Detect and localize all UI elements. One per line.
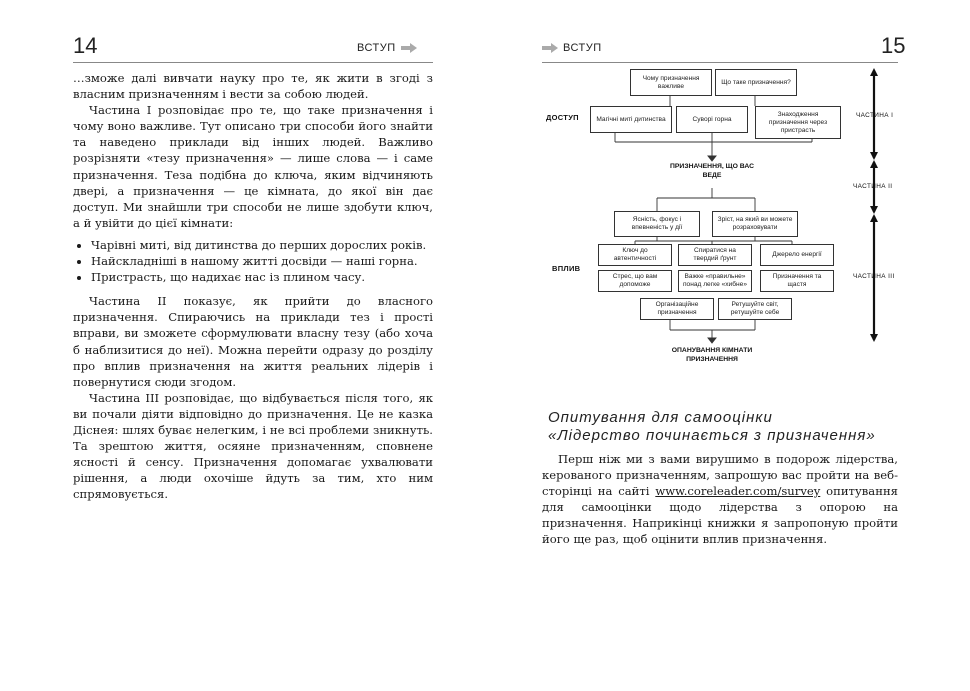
survey-text-after-link: опитування для самооцінки щодо лідерства з опорою на призначення. Наприкінці книжки я запропоную пройти його ще раз, щоб оцінити вплив призначення.: [542, 484, 898, 547]
box-helpful-stress: Стрес, що вам допоможе: [598, 270, 672, 292]
left-paragraph-3: Частина II показує, як прийти до власного призначення. Спираючись на приклади тез і прості вправи, ви зможете сформулювати власну тезу (або хоча б наблизитися до неї). Можна перейти одразу до розділу про вплив призначення на життя реальних лідерів і повернутися сюди згодом.: [73, 294, 433, 389]
purpose-access-list: [73, 237, 433, 285]
node-mastering-purpose-room: ОПАНУВАННЯ КІМНАТИ ПРИЗНАЧЕННЯ: [671, 347, 753, 363]
left-body-text: [73, 70, 433, 502]
list-item: • Пристрасть, що надихає нас із плином часу.: [91, 269, 433, 285]
survey-paragraph: [542, 451, 898, 548]
box-growth: Зріст, на який ви можете розраховувати: [712, 211, 798, 237]
box-retouch-world: Ретушуйте світ, ретушуйте себе: [718, 298, 792, 320]
left-paragraph-4: Частина III розповідає, що відбувається після того, як ви почали діяти відповідно до призначення. Це не казка Діснея: шлях буває нелегким, і не всі проблеми зникнуть. Та зрештою життя, осяяне призначенням, сповнене ясності й сенсу. Призначення допомагає ухвалювати рішення, а люди охочіше йдуть за тим, хто ним спрямовується.: [73, 390, 433, 502]
list-item: • Чарівні миті, від дитинства до перших дорослих років.: [91, 237, 433, 253]
arrow-right-icon: [401, 43, 417, 53]
box-what-is-purpose: Що таке призначення?: [715, 69, 797, 96]
header-rule-left: [73, 62, 433, 63]
running-head-right-label: ВСТУП: [563, 42, 602, 54]
survey-body-text: [542, 451, 898, 548]
box-hard-right: Важке «правильне» понад легке «хибне»: [678, 270, 752, 292]
box-clarity-focus: Ясність, фокус і впевненість у дії: [614, 211, 700, 237]
survey-heading-line-1: Опитування для самооцінки: [548, 409, 773, 426]
page-number-left: 14: [73, 33, 98, 58]
running-head-left-label: ВСТУП: [357, 42, 396, 54]
box-key-authenticity: Ключ до автентичності: [598, 244, 672, 266]
box-magic-moments: Магічні миті дитинства: [590, 106, 672, 133]
node-purpose-that-guides: ПРИЗНАЧЕННЯ, ЩО ВАС ВЕДЕ: [670, 163, 754, 179]
section-label-access: ДОСТУП: [546, 113, 579, 122]
survey-heading: [548, 409, 918, 445]
part-label-3: ЧАСТИНА ІІІ: [853, 273, 895, 280]
box-purpose-through-passion: Знаходження призначення через пристрасть: [755, 106, 841, 139]
section-label-influence: ВПЛИВ: [552, 264, 581, 273]
list-item: • Найскладніші в нашому житті досвіди — наші горна.: [91, 253, 433, 269]
page-number-right: 15: [881, 33, 906, 58]
box-energy-source: Джерело енергії: [760, 244, 834, 266]
survey-text-before-link: Перш ніж ми з вами вирушимо в подорож лідерства, керованого призначенням, запрошую вас пройти на веб-сторінці на сайті: [542, 452, 898, 499]
left-paragraph-1: …зможе далі вивчати науку про те, як жити в згоді з власним призначенням і вести за собою людей.: [73, 71, 433, 102]
left-paragraph-2: Частина I розповідає про те, що таке призначення і чому воно важливе. Тут описано три способи його знайти та наведено приклади від інших людей. Важливо розрізняти «тезу призначення» — лише слова — і саме призначення. Теза подібна до ключа, яким відчиняють двері, а призначення — це кімната, до якої він дає доступ. Ми знайшли три способи не лише здобути ключ, а й увійти до цієї кімнати:: [73, 103, 433, 230]
box-organizational-purpose: Організаційне призначення: [640, 298, 714, 320]
box-crucibles: Суворі горна: [676, 106, 748, 133]
survey-link[interactable]: www.coreleader.com/survey: [655, 484, 821, 499]
survey-heading-line-2: «Лідерство починається з призначення»: [548, 427, 876, 444]
running-head-left: [357, 42, 417, 54]
part-label-1: ЧАСТИНА І: [856, 112, 894, 119]
part-label-2: ЧАСТИНА ІІ: [853, 183, 893, 190]
box-solid-ground: Спиратися на твердий ґрунт: [678, 244, 752, 266]
box-purpose-happiness: Призначення та щастя: [760, 270, 834, 292]
box-why-purpose-matters: Чому призначення важливе: [630, 69, 712, 96]
